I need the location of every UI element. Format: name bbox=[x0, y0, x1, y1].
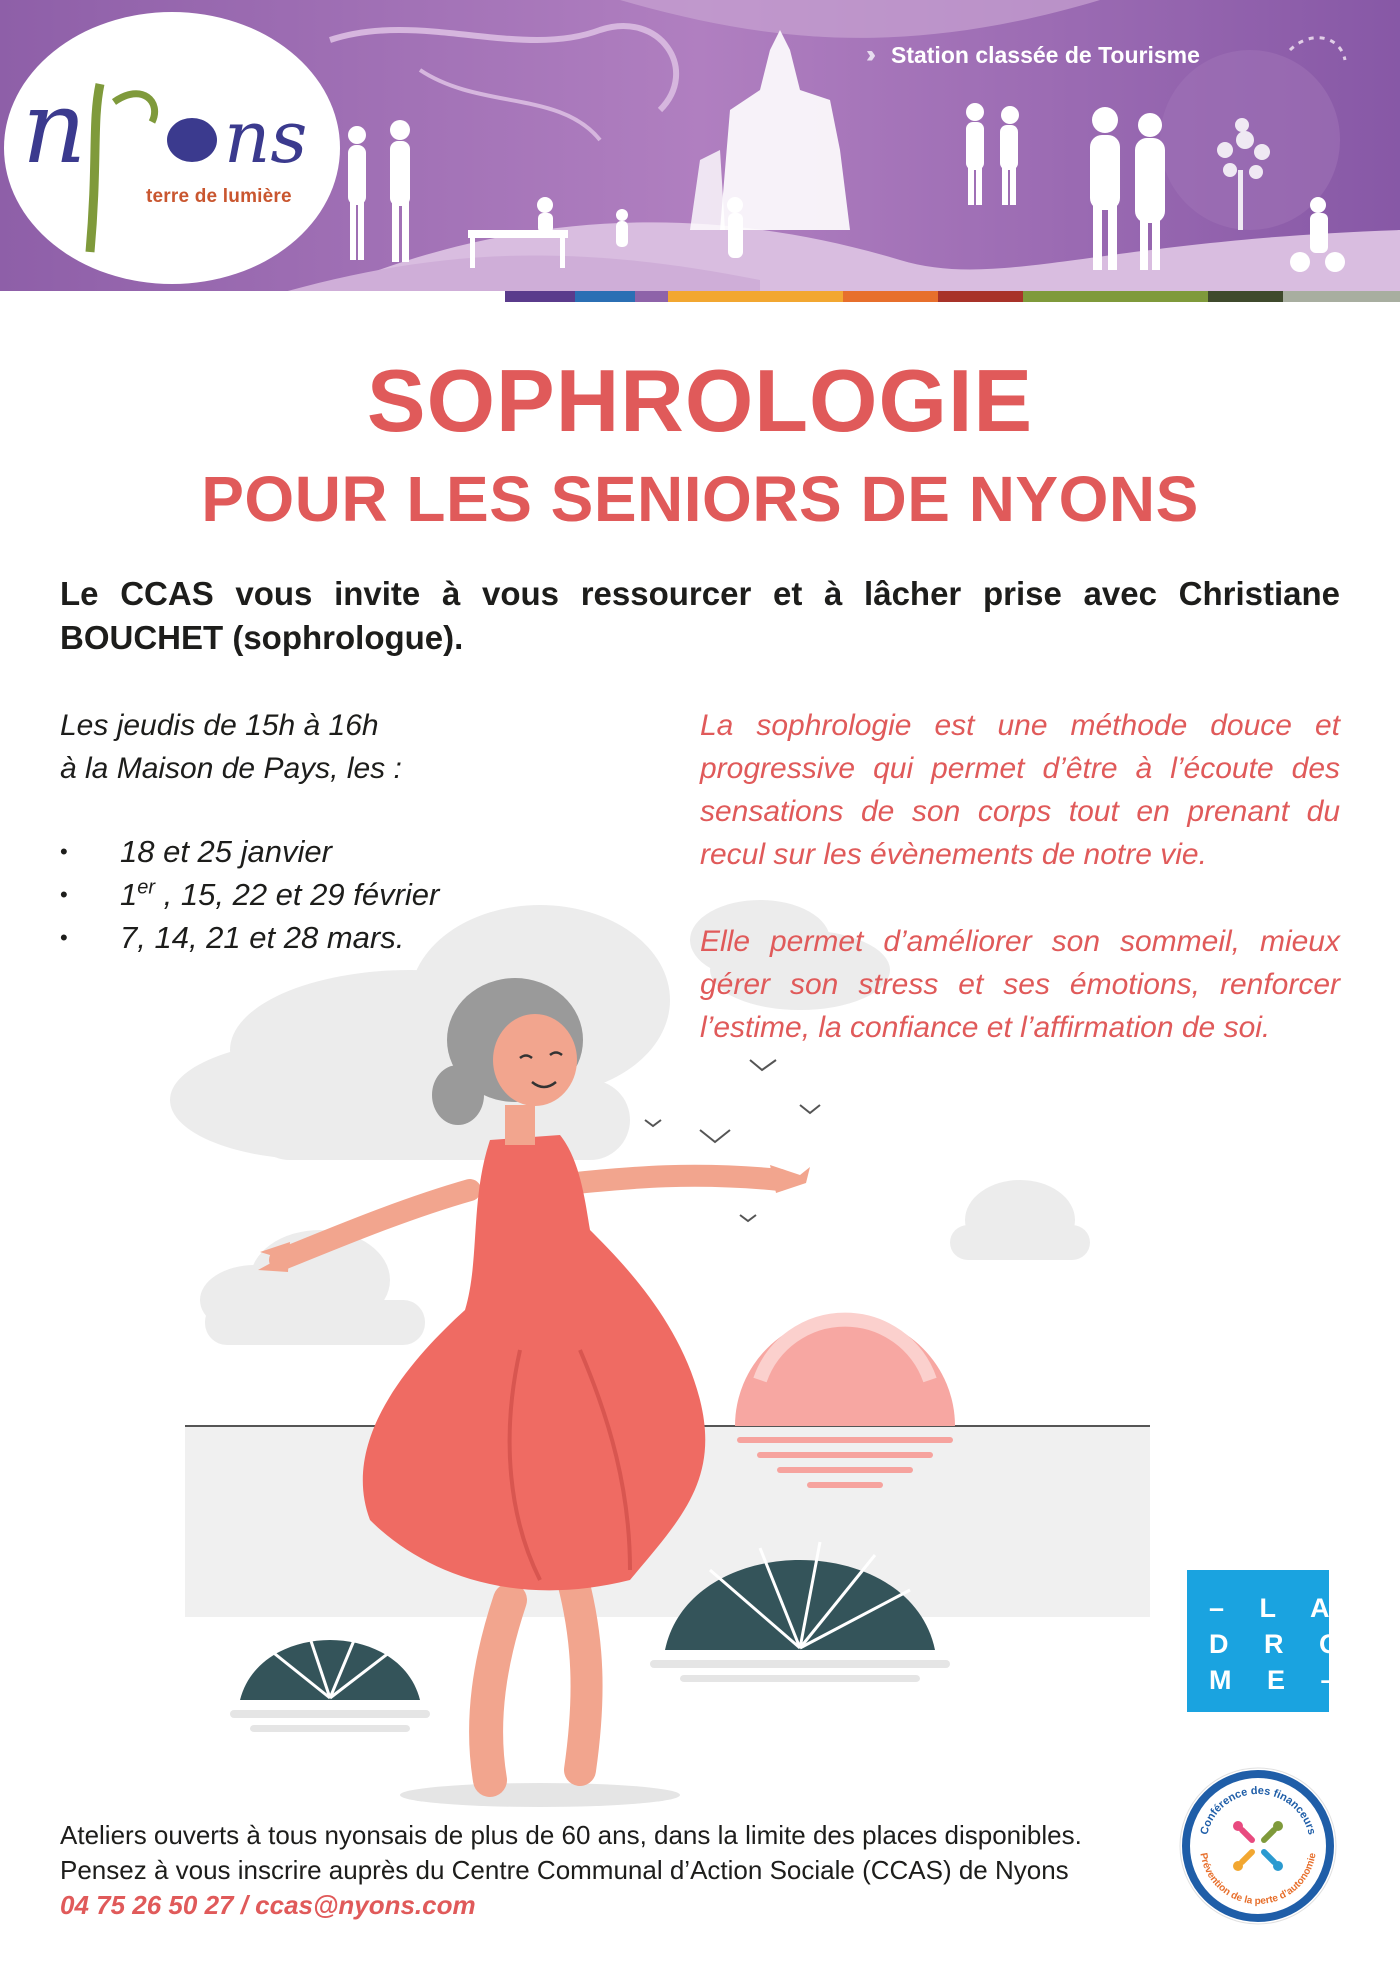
schedule-day-time: Les jeudis de 15h à 16h bbox=[60, 709, 379, 742]
schedule-block bbox=[60, 704, 620, 790]
bullet-icon: • bbox=[60, 882, 68, 907]
date-rest: , 15, 22 et 29 février bbox=[155, 877, 440, 912]
financeurs-top-text: Conférence des financeurs bbox=[1198, 1784, 1318, 1837]
financeurs-bottom-text: Prévention de la perte d’autonomie bbox=[1197, 1852, 1319, 1908]
footer bbox=[60, 1818, 1160, 1923]
schedule-location: à la Maison de Pays, les : bbox=[60, 752, 402, 785]
bullet-icon: • bbox=[60, 839, 68, 864]
la-drome-logo bbox=[1187, 1570, 1355, 1712]
intro-text: Le CCAS vous invite à vous ressourcer et à lâcher prise avec Christiane BOUCHET (sophrologue). bbox=[60, 575, 1340, 656]
header-banner bbox=[0, 0, 1400, 302]
svg-text:ns: ns bbox=[224, 95, 308, 179]
list-item bbox=[60, 916, 620, 959]
date-day: 1 bbox=[120, 877, 138, 912]
date-text bbox=[120, 873, 439, 916]
station-label bbox=[866, 38, 1200, 72]
logo-wordmark: n bbox=[22, 69, 87, 186]
date-text: 18 et 25 janvier bbox=[120, 834, 332, 869]
drome-logo-row: D R O bbox=[1209, 1629, 1355, 1659]
station-text: Station classée de Tourisme bbox=[890, 41, 1200, 68]
page-title: SOPHROLOGIE bbox=[366, 351, 1034, 450]
logo-tagline: terre de lumière bbox=[146, 186, 292, 207]
conference-financeurs-logo bbox=[1176, 1764, 1340, 1928]
footer-registration: Pensez à vous inscrire auprès du Centre Communal d’Action Sociale (CCAS) de Nyons bbox=[60, 1855, 1069, 1885]
dates-list bbox=[60, 830, 620, 959]
chevron-right-icon: ››› bbox=[866, 41, 869, 68]
drome-logo-row: M E – bbox=[1209, 1665, 1350, 1695]
drome-logo-row: – L A bbox=[1209, 1593, 1344, 1623]
page-subtitle: POUR LES SENIORS DE NYONS bbox=[201, 463, 1199, 535]
date-text: 7, 14, 21 et 28 mars. bbox=[120, 920, 405, 955]
color-strip bbox=[0, 291, 1400, 302]
list-item bbox=[60, 830, 620, 873]
list-item bbox=[60, 873, 620, 916]
nyons-logo bbox=[2, 12, 342, 284]
description-paragraph-2: Elle permet d’améliorer son sommeil, mieux gérer son stress et ses émotions, renforcer l’estime, la confiance et l’affirmation de soi. bbox=[700, 925, 1340, 1044]
contact-info[interactable]: 04 75 26 50 27 / ccas@nyons.com bbox=[60, 1890, 476, 1920]
description-paragraph-1: La sophrologie est une méthode douce et progressive qui permet d’être à l’écoute des sensations de son corps tout en prenant du recul sur les évènements de notre vie. bbox=[700, 709, 1340, 871]
footer-eligibility: Ateliers ouverts à tous nyonsais de plus de 60 ans, dans la limite des places disponibles. bbox=[60, 1820, 1082, 1850]
date-ordinal: er bbox=[137, 876, 156, 899]
bullet-icon: • bbox=[60, 925, 68, 950]
